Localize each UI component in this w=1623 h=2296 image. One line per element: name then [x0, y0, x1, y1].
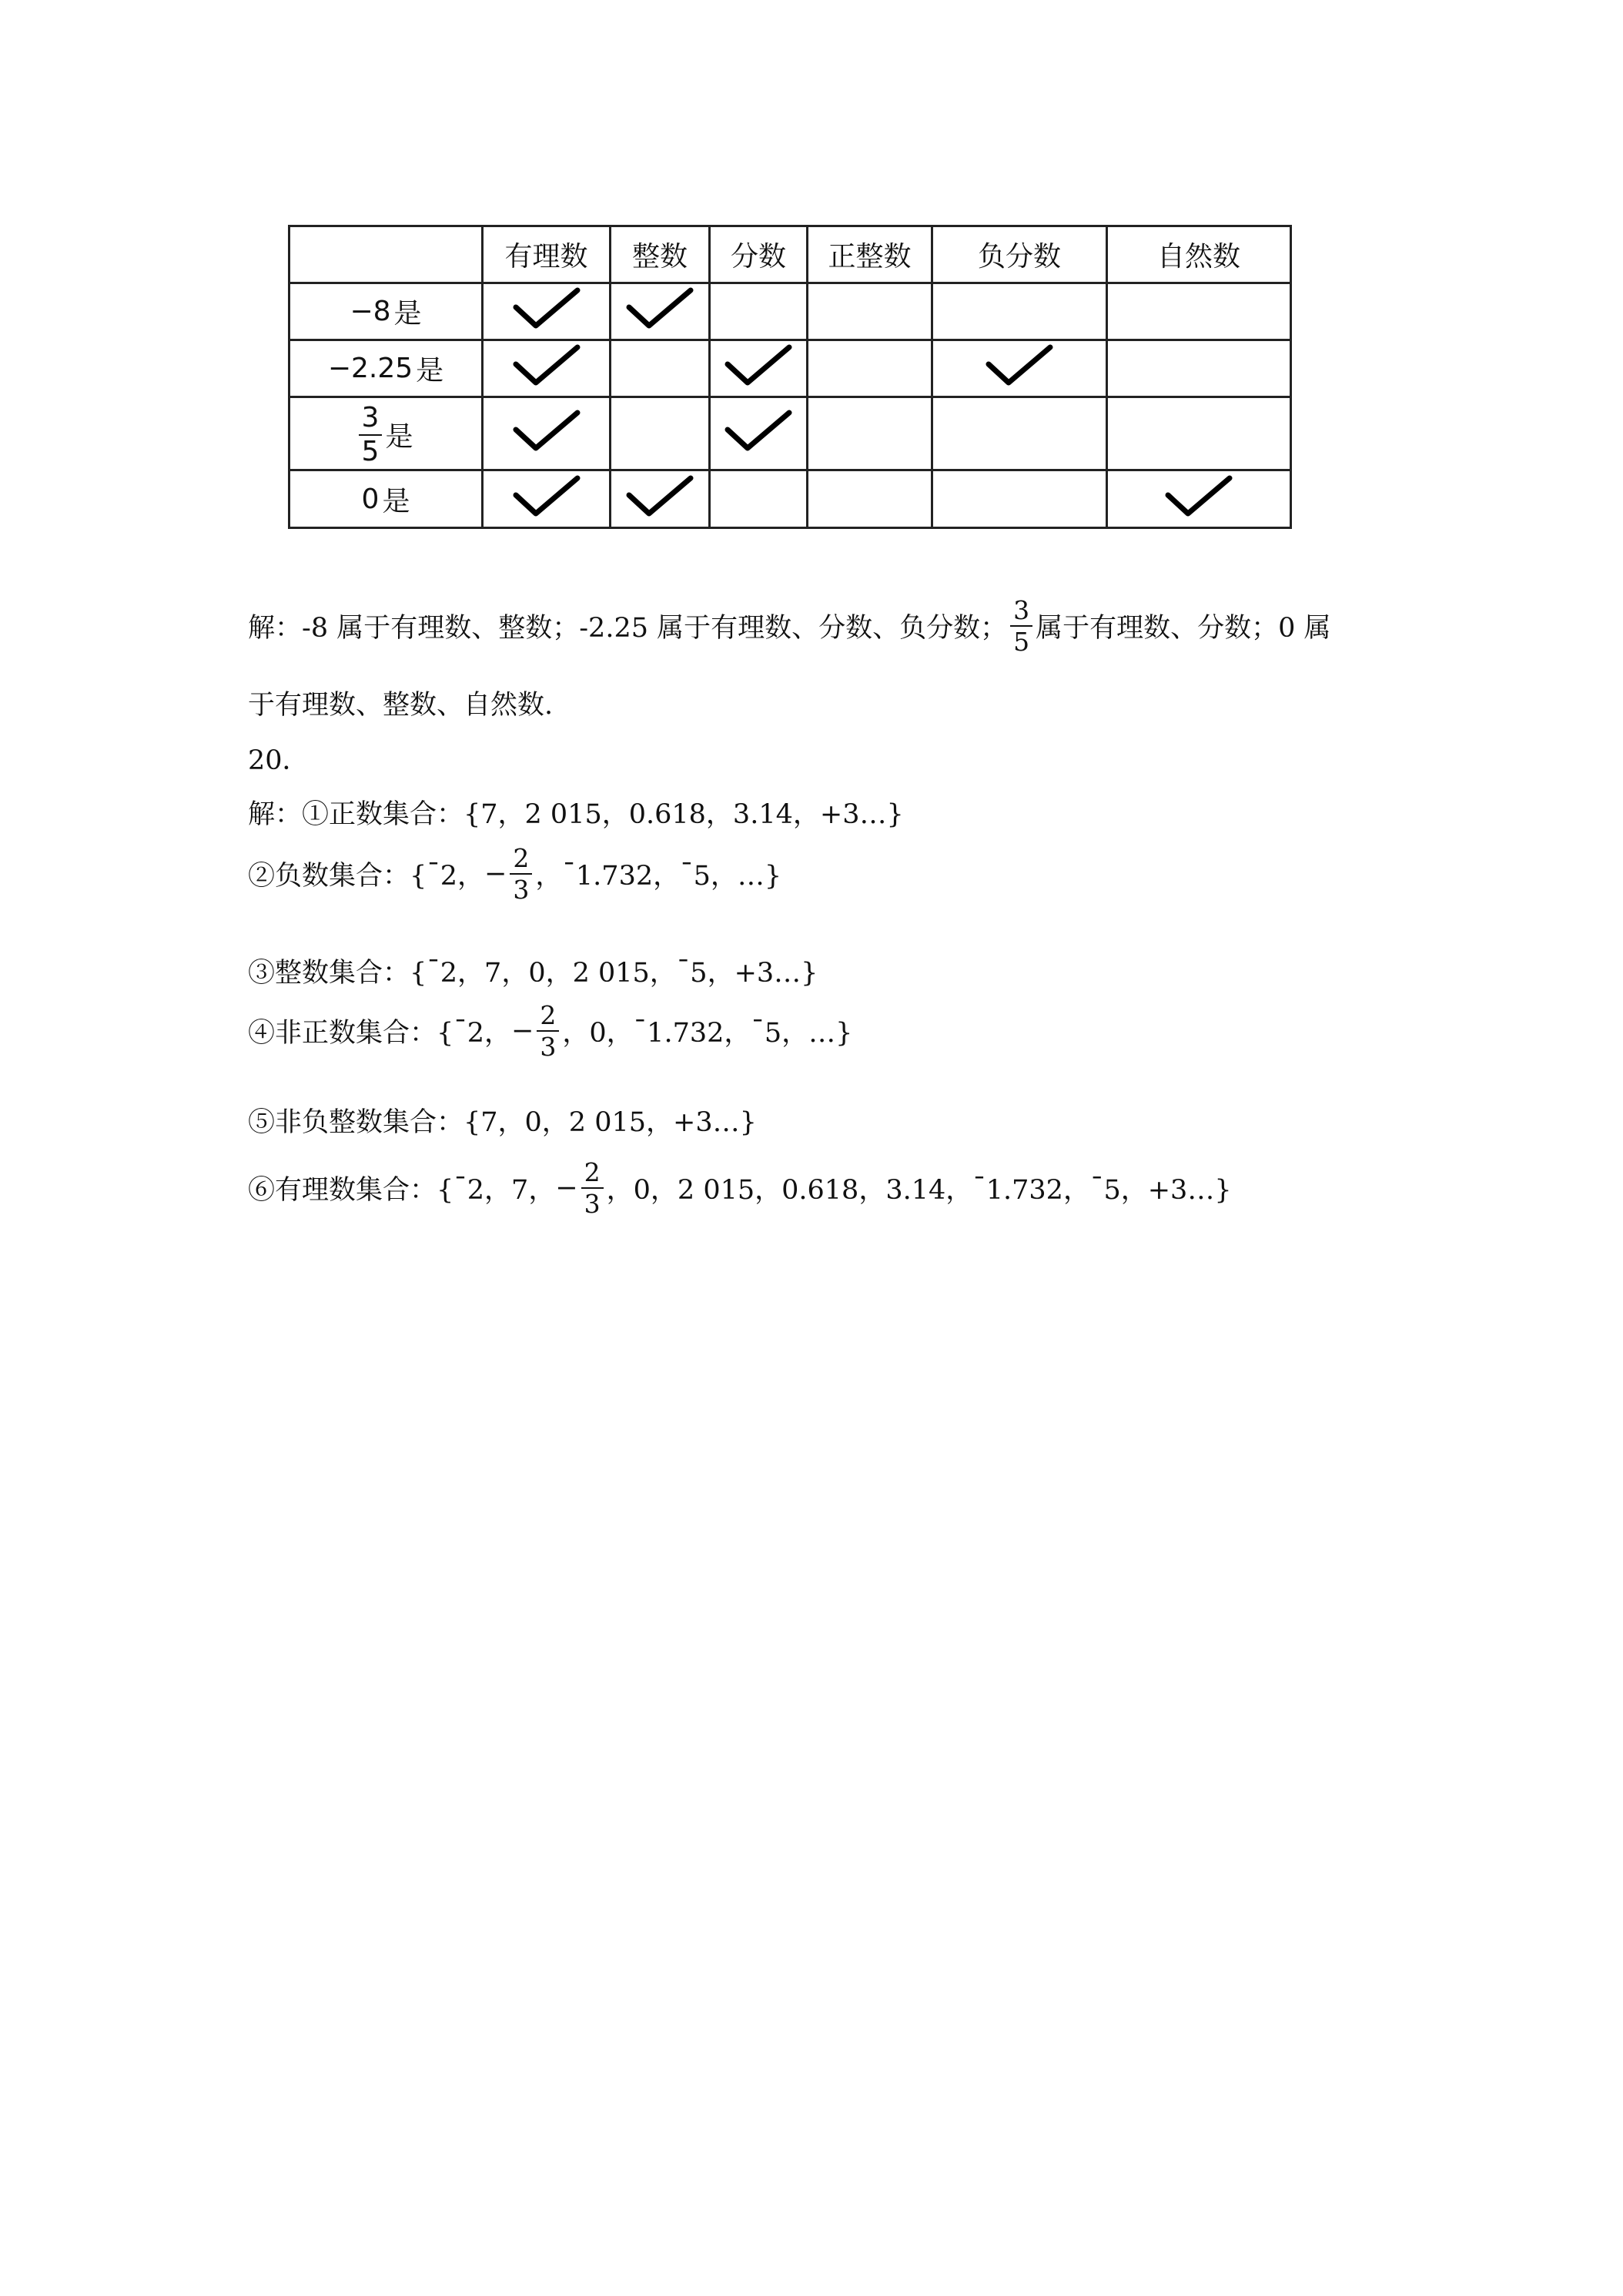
row-label-value: −2.25 — [327, 353, 413, 384]
set-non-negative-integer-text: ⑤非负整数集合：{7，0，2 015，+3…} — [248, 1107, 757, 1138]
check-cell — [483, 470, 611, 528]
set-integer-part: 2，7，0，2 015， — [440, 958, 677, 989]
check-cell — [710, 283, 808, 340]
set-non-negative-integer — [248, 1101, 757, 1140]
row-label-value: 0 — [361, 483, 380, 515]
check-cell — [932, 283, 1107, 340]
header-cell-negative-fraction: 负分数 — [932, 226, 1107, 283]
fraction-denominator: 3 — [584, 1189, 601, 1219]
fraction-denominator: 3 — [540, 1032, 557, 1062]
check-cell — [808, 283, 932, 340]
set-positive-text: 解：①正数集合：{7，2 015，0.618，3.14，+3…} — [248, 799, 904, 830]
set-negative-part: 2， — [440, 861, 485, 892]
header-cell-positive-integer: 正整数 — [808, 226, 932, 283]
check-cell — [932, 340, 1107, 397]
check-cell — [611, 283, 710, 340]
fraction-numerator: 3 — [1010, 597, 1032, 627]
question-20-label: 20． — [248, 745, 310, 776]
header-cell-natural: 自然数 — [1107, 226, 1291, 283]
table-row — [289, 283, 1291, 340]
set-rational-part: 1.732， — [986, 1175, 1090, 1206]
check-cell — [932, 397, 1107, 470]
check-cell — [710, 340, 808, 397]
set-integer-part: 5，+3…} — [690, 958, 818, 989]
check-mark-icon — [510, 472, 584, 520]
row-label-value: −8 — [350, 296, 391, 327]
check-cell — [611, 340, 710, 397]
check-mark-icon — [623, 472, 697, 520]
table-header-row — [289, 226, 1291, 283]
row-label-suffix: 是 — [385, 421, 413, 453]
set-positive — [248, 793, 904, 832]
fraction-two-thirds — [581, 1157, 604, 1219]
classification-table-wrap — [288, 225, 1292, 529]
negative-mark: ¯ — [676, 956, 691, 986]
check-mark-icon — [510, 284, 584, 332]
fraction-numerator: 2 — [537, 1002, 559, 1032]
negative-mark: ¯ — [427, 858, 440, 889]
check-cell — [611, 470, 710, 528]
row-label-suffix: 是 — [393, 298, 422, 330]
fraction-denominator: 5 — [1013, 627, 1030, 657]
negative-mark: ¯ — [680, 858, 694, 889]
set-rational-label: ⑥有理数集合：{ — [248, 1175, 454, 1206]
row-label-suffix: 是 — [416, 355, 444, 387]
header-cell-integer: 整数 — [611, 226, 710, 283]
check-mark-icon — [721, 407, 795, 454]
set-rational-part: 2，7， — [467, 1175, 556, 1206]
check-cell — [808, 397, 932, 470]
check-cell — [1107, 340, 1291, 397]
check-cell — [483, 397, 611, 470]
set-negative-part: 1.732， — [575, 861, 681, 892]
answer-line-1 — [248, 595, 1331, 657]
set-rational-part: 5，+3…} — [1103, 1175, 1232, 1206]
answer-text-part1: 解：-8 属于有理数、整数；-2.25 属于有理数、分数、负分数； — [248, 613, 1008, 644]
fraction-two-thirds — [537, 1000, 559, 1062]
fraction-numerator: 2 — [581, 1160, 604, 1189]
check-mark-icon — [510, 341, 584, 389]
check-mark-icon — [623, 284, 697, 332]
check-cell — [1107, 470, 1291, 528]
set-negative-label: ②负数集合：{ — [248, 861, 427, 892]
set-non-positive — [248, 1000, 853, 1062]
row-label-suffix: 是 — [382, 485, 410, 517]
row-label — [289, 283, 483, 340]
set-non-positive-part: 1.732， — [647, 1018, 751, 1049]
question-number — [248, 739, 310, 778]
answer-line-2 — [248, 684, 553, 722]
check-cell — [808, 470, 932, 528]
set-non-positive-label: ④非正数集合：{ — [248, 1018, 454, 1049]
row-label — [289, 340, 483, 397]
table-row — [289, 340, 1291, 397]
set-non-positive-part: 5，…} — [764, 1018, 853, 1049]
answer-text-part2: 属于有理数、分数；0 属 — [1036, 613, 1331, 644]
fraction-numerator: 2 — [510, 845, 532, 875]
fraction-denominator: 3 — [513, 875, 530, 905]
set-negative-part: 5，…} — [693, 861, 782, 892]
set-integer-label: ③整数集合：{ — [248, 958, 427, 989]
check-cell — [483, 340, 611, 397]
negative-mark: ¯ — [751, 1016, 765, 1046]
header-cell-empty — [289, 226, 483, 283]
set-non-positive-part: ，0， — [562, 1018, 634, 1049]
negative-mark: ¯ — [633, 1016, 648, 1046]
table-row — [289, 470, 1291, 528]
check-mark-icon — [510, 407, 584, 454]
negative-mark: ¯ — [972, 1173, 986, 1203]
set-rational — [248, 1157, 1232, 1219]
classification-table — [288, 225, 1292, 529]
row-label — [289, 397, 483, 470]
check-cell — [710, 470, 808, 528]
set-negative — [248, 843, 782, 905]
minus-sign: − — [484, 858, 507, 889]
negative-mark: ¯ — [453, 1173, 467, 1203]
check-cell — [932, 470, 1107, 528]
negative-mark: ¯ — [427, 956, 440, 986]
set-rational-part: ，0，2 015，0.618，3.14， — [606, 1175, 973, 1206]
check-mark-icon — [982, 341, 1056, 389]
check-cell — [483, 283, 611, 340]
set-integer — [248, 952, 818, 990]
negative-mark: ¯ — [1089, 1173, 1104, 1203]
negative-mark: ¯ — [562, 858, 576, 889]
check-cell — [1107, 397, 1291, 470]
set-non-positive-part: 2， — [467, 1018, 512, 1049]
check-mark-icon — [1162, 472, 1236, 520]
check-cell — [710, 397, 808, 470]
header-cell-fraction: 分数 — [710, 226, 808, 283]
check-cell — [1107, 283, 1291, 340]
answer-text-line2: 于有理数、整数、自然数. — [248, 690, 554, 721]
table-row — [289, 397, 1291, 470]
row-label — [289, 470, 483, 528]
answer-fraction — [1010, 595, 1032, 657]
fraction-three-fifths — [359, 401, 383, 467]
negative-mark: ¯ — [453, 1016, 467, 1046]
header-cell-rational: 有理数 — [483, 226, 611, 283]
fraction-two-thirds — [510, 843, 532, 905]
check-cell — [611, 397, 710, 470]
fraction-denominator: 5 — [361, 435, 380, 467]
check-cell — [808, 340, 932, 397]
set-negative-part: ， — [535, 861, 563, 892]
minus-sign: − — [555, 1173, 578, 1203]
check-mark-icon — [721, 341, 795, 389]
fraction-numerator: 3 — [359, 404, 383, 436]
minus-sign: − — [511, 1016, 534, 1046]
